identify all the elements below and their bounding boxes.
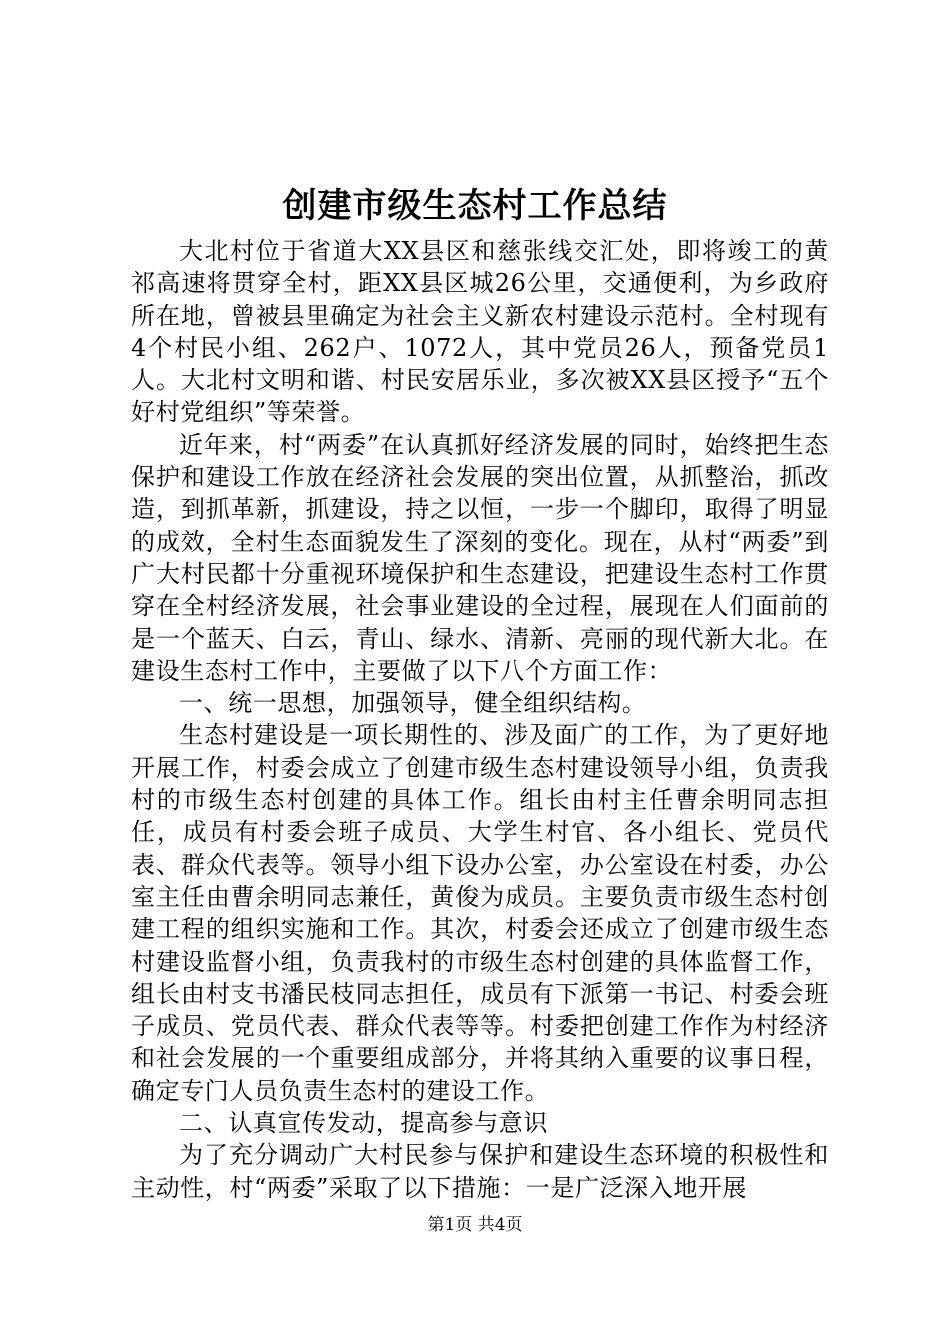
paragraph-section-2: 为了充分调动广大村民参与保护和建设生态环境的积极性和主动性，村“两委”采取了以下措施：一是广泛深入地开展 — [131, 1141, 829, 1202]
page-number-footer: 第1页 共4页 — [427, 1215, 523, 1235]
section-heading-1: 一、统一思想，加强领导，健全组织结构。 — [179, 689, 647, 718]
section-heading-2: 二、认真宣传发动，提高参与意识 — [179, 1109, 548, 1138]
paragraph-overview: 近年来，村“两委”在认真抓好经济发展的同时，始终把生态保护和建设工作放在经济社会发展的突出位置，从抓整治，抓改造，到抓革新，抓建设，持之以恒，一步一个脚印，取得了明显的成效，全村生态面貌发生了深刻的变化。现在，从村“两委”到广大村民都十分重视环境保护和生态建设，把建设生态村工作贯穿在全村经济发展，社会事业建设的全过程，展现在人们面前的是一个蓝天、白云，青山、绿水、清新、亮丽的现代新大北。在建设生态村工作中，主要做了以下八个方面工作： — [131, 430, 829, 685]
document-body — [131, 235, 829, 1204]
document-title: 创建市级生态村工作总结 — [282, 186, 668, 226]
paragraph-intro: 大北村位于省道大XX县区和慈张线交汇处，即将竣工的黄祁高速将贯穿全村，距XX县区城26公里，交通便利，为乡政府所在地，曾被县里确定为社会主义新农村建设示范村。全村现有4个村民小组、262户、1072人，其中党员26人，预备党员1人。大北村文明和谐、村民安居乐业，多次被XX县区授予“五个好村党组织”等荣誉。 — [131, 237, 829, 427]
paragraph-section-1: 生态村建设是一项长期性的、涉及面广的工作，为了更好地开展工作，村委会成立了创建市级生态村建设领导小组，负责我村的市级生态村创建的具体工作。组长由村主任曹余明同志担任，成员有村委会班子成员、大学生村官、各小组长、党员代表、群众代表等。领导小组下设办公室，办公室设在村委，办公室主任由曹余明同志兼任，黄俊为成员。主要负责市级生态村创建工程的组织实施和工作。其次，村委会还成立了创建市级生态村建设监督小组，负责我村的市级生态村创建的具体监督工作，组长由村支书潘民枝同志担任，成员有下派第一书记、村委会班子成员、党员代表、群众代表等等。村委把创建工作作为村经济和社会发展的一个重要组成部分，并将其纳入重要的议事日程，确定专门人员负责生态村的建设工作。 — [131, 721, 829, 1105]
